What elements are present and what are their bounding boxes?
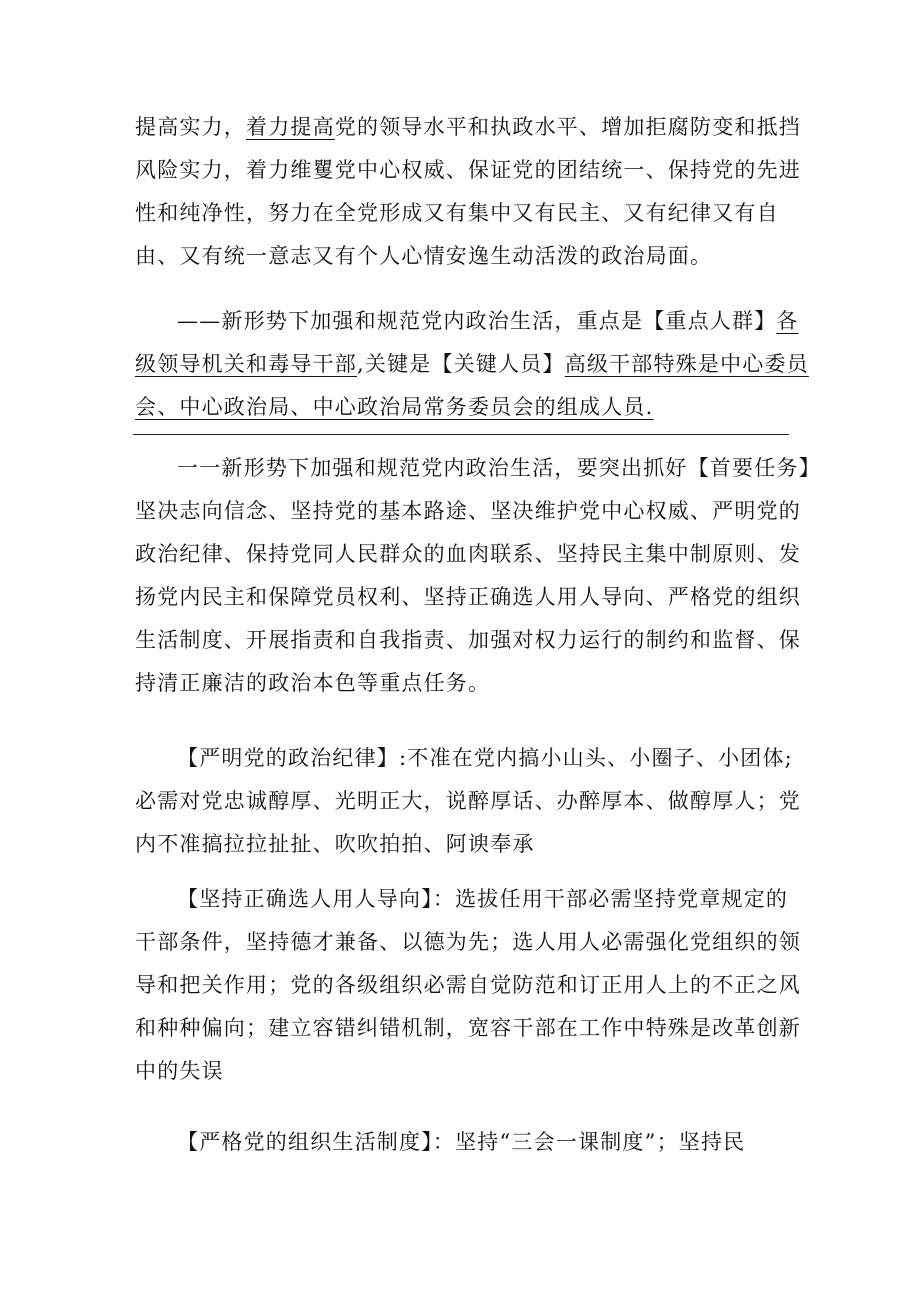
text-line: 扬党内民主和保障党员权利、坚持正确选人用人导向、严格党的组织	[135, 585, 801, 609]
text-line: 和种种偏向；建立容错纠错机制，宽容干部在工作中特殊是改革创新	[135, 1016, 801, 1040]
text-line: 性和纯净性，努力在全党形成又有集中又有民主、又有纪律又有自	[135, 201, 779, 225]
text-line: 导和把关作用；党的各级组织必需自觉防范和订正用人上的不正之风	[135, 973, 801, 997]
text-span: 党的领导水平和执政水平、增加拒腐防变和抵挡	[334, 115, 802, 139]
horizontal-rule	[133, 434, 789, 435]
paragraph-1	[135, 106, 802, 278]
text-line: 由、又有统一意志又有个人心情安逸生动活泼的政治局面。	[135, 244, 713, 268]
underlined-text: 高级干部特殊是中心委员	[564, 352, 809, 376]
text-line	[135, 343, 809, 386]
text-line: 风险实力，着力维矍党中心权威、保证党的团结统一、保持党的先进	[135, 158, 801, 182]
underlined-text: 着力提高	[246, 115, 335, 139]
text-line	[135, 386, 795, 429]
text-line	[135, 106, 802, 149]
text-line: 【严格党的组织生活制度】：坚持“三会一课制度”；坚持民	[177, 1130, 746, 1154]
text-line: 中的失误	[135, 1059, 224, 1083]
text-line: 坚决志向信念、坚持党的基本路途、坚决维护党中心权威、严明党的	[135, 499, 801, 523]
text-span: ——新形势下加强和规范党内政治生活，重点是【重点人群】	[177, 309, 777, 333]
paragraph-6	[135, 1121, 795, 1164]
text-line: 持清正廉洁的政治本色等重点任务。	[135, 671, 491, 695]
paragraph-4	[135, 737, 801, 866]
text-span: 提高实力，	[135, 115, 246, 139]
text-line	[135, 300, 799, 343]
text-line: 干部条件，坚持德才兼备、以德为先；选人用人必需强化党组织的领	[135, 930, 801, 954]
underlined-text: 各	[776, 309, 799, 333]
text-line: 【坚持正确选人用人导向】：选拔任用干部必需坚持党章规定的	[177, 887, 789, 911]
text-line: 一一新形势下加强和规范党内政治生活，要突出抓好【首要任务】	[177, 456, 821, 480]
underlined-text: 会、中心政治局、中心政治局常务委员会的组成人员.	[135, 395, 654, 419]
underlined-text: 级领导机关和毒导干部	[135, 352, 357, 376]
text-span: ,关键是【关键人员】	[357, 352, 565, 376]
paragraph-3	[135, 447, 821, 705]
paragraph-5	[135, 878, 801, 1093]
text-line: 内不准搞拉拉扯扯、吹吹拍拍、阿谀奉承	[135, 832, 535, 856]
text-line: 必需对党忠诚醇厚、光明正大，说醉厚话、办醉厚本、做醇厚人；党	[135, 789, 801, 813]
text-line: 生活制度、开展指责和自我指责、加强对权力运行的制约和监督、保	[135, 628, 801, 652]
text-line: 政治纪律、保持党同人民群众的血肉联系、坚持民主集中制原则、发	[135, 542, 801, 566]
text-line: 【严明党的政治纪律】:不准在党内搞小山头、小圈子、小团体;	[177, 746, 793, 770]
paragraph-2	[135, 300, 809, 429]
